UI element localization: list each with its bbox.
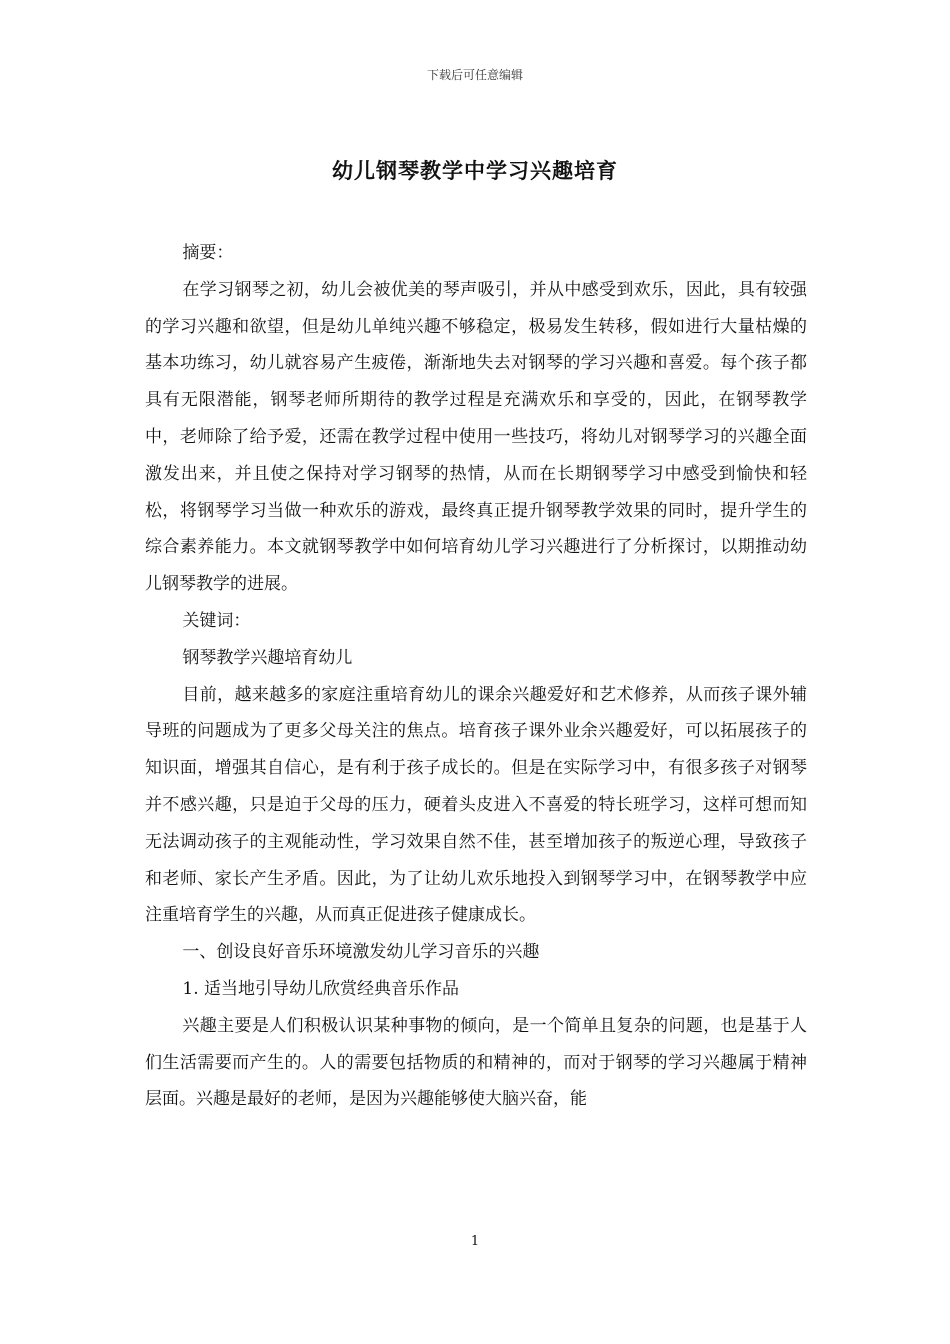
subsection-heading-1-1: 1. 适当地引导幼儿欣赏经典音乐作品 [182,978,460,999]
keywords-text: 钢琴教学兴趣培育幼儿 [182,647,353,668]
document-title: 幼儿钢琴教学中学习兴趣培育 [332,158,618,183]
abstract-paragraph: 在学习钢琴之初，幼儿会被优美的琴声吸引，并从中感受到欢乐，因此，具有较强的学习兴趣和欲望，但是幼儿单纯兴趣不够稳定，极易发生转移，假如进行大量枯燥的基本功练习，幼儿就容易产生疲倦，渐渐地失去对钢琴的学习兴趣和喜爱。每个孩子都具有无限潜能，钢琴老师所期待的教学过程是充满欢乐和享受的，因此，在钢琴教学中，老师除了给予爱，还需在教学过程中使用一些技巧，将幼儿对钢琴学习的兴趣全面激发出来，并且使之保持对学习钢琴的热情，从而在长期钢琴学习中感受到愉快和轻松，将钢琴学习当做一种欢乐的游戏，最终真正提升钢琴教学效果的同时，提升学生的综合素养能力。本文就钢琴教学中如何培育幼儿学习兴趣进行了分析探讨，以期推动幼儿钢琴教学的进展。 [145,279,807,595]
intro-paragraph: 目前，越来越多的家庭注重培育幼儿的课余兴趣爱好和艺术修养，从而孩子课外辅导班的问题成为了更多父母关注的焦点。培育孩子课外业余兴趣爱好，可以拓展孩子的知识面，增强其自信心，是有利于孩子成长的。但是在实际学习中，有很多孩子对钢琴并不感兴趣，只是迫于父母的压力，硬着头皮进入不喜爱的特长班学习，这样可想而知无法调动孩子的主观能动性，学习效果自然不佳，甚至增加孩子的叛逆心理，导致孩子和老师、家长产生矛盾。因此，为了让幼儿欢乐地投入到钢琴学习中，在钢琴教学中应注重培育学生的兴趣，从而真正促进孩子健康成长。 [145,684,807,926]
header-note: 下载后可任意编辑 [426,68,523,82]
section-heading-1: 一、创设良好音乐环境激发幼儿学习音乐的兴趣 [182,942,540,963]
body-paragraph: 兴趣主要是人们积极认识某种事物的倾向，是一个简单且复杂的问题，也是基于人们生活需要而产生的。人的需要包括物质的和精神的，而对于钢琴的学习兴趣属于精神层面。兴趣是最好的老师，是因为兴趣能够使大脑兴奋，能 [145,1015,807,1110]
keywords-heading: 关键词： [182,610,251,631]
page-number: 1 [470,1234,480,1249]
abstract-heading: 摘要： [182,243,234,263]
document-body [145,235,807,1118]
